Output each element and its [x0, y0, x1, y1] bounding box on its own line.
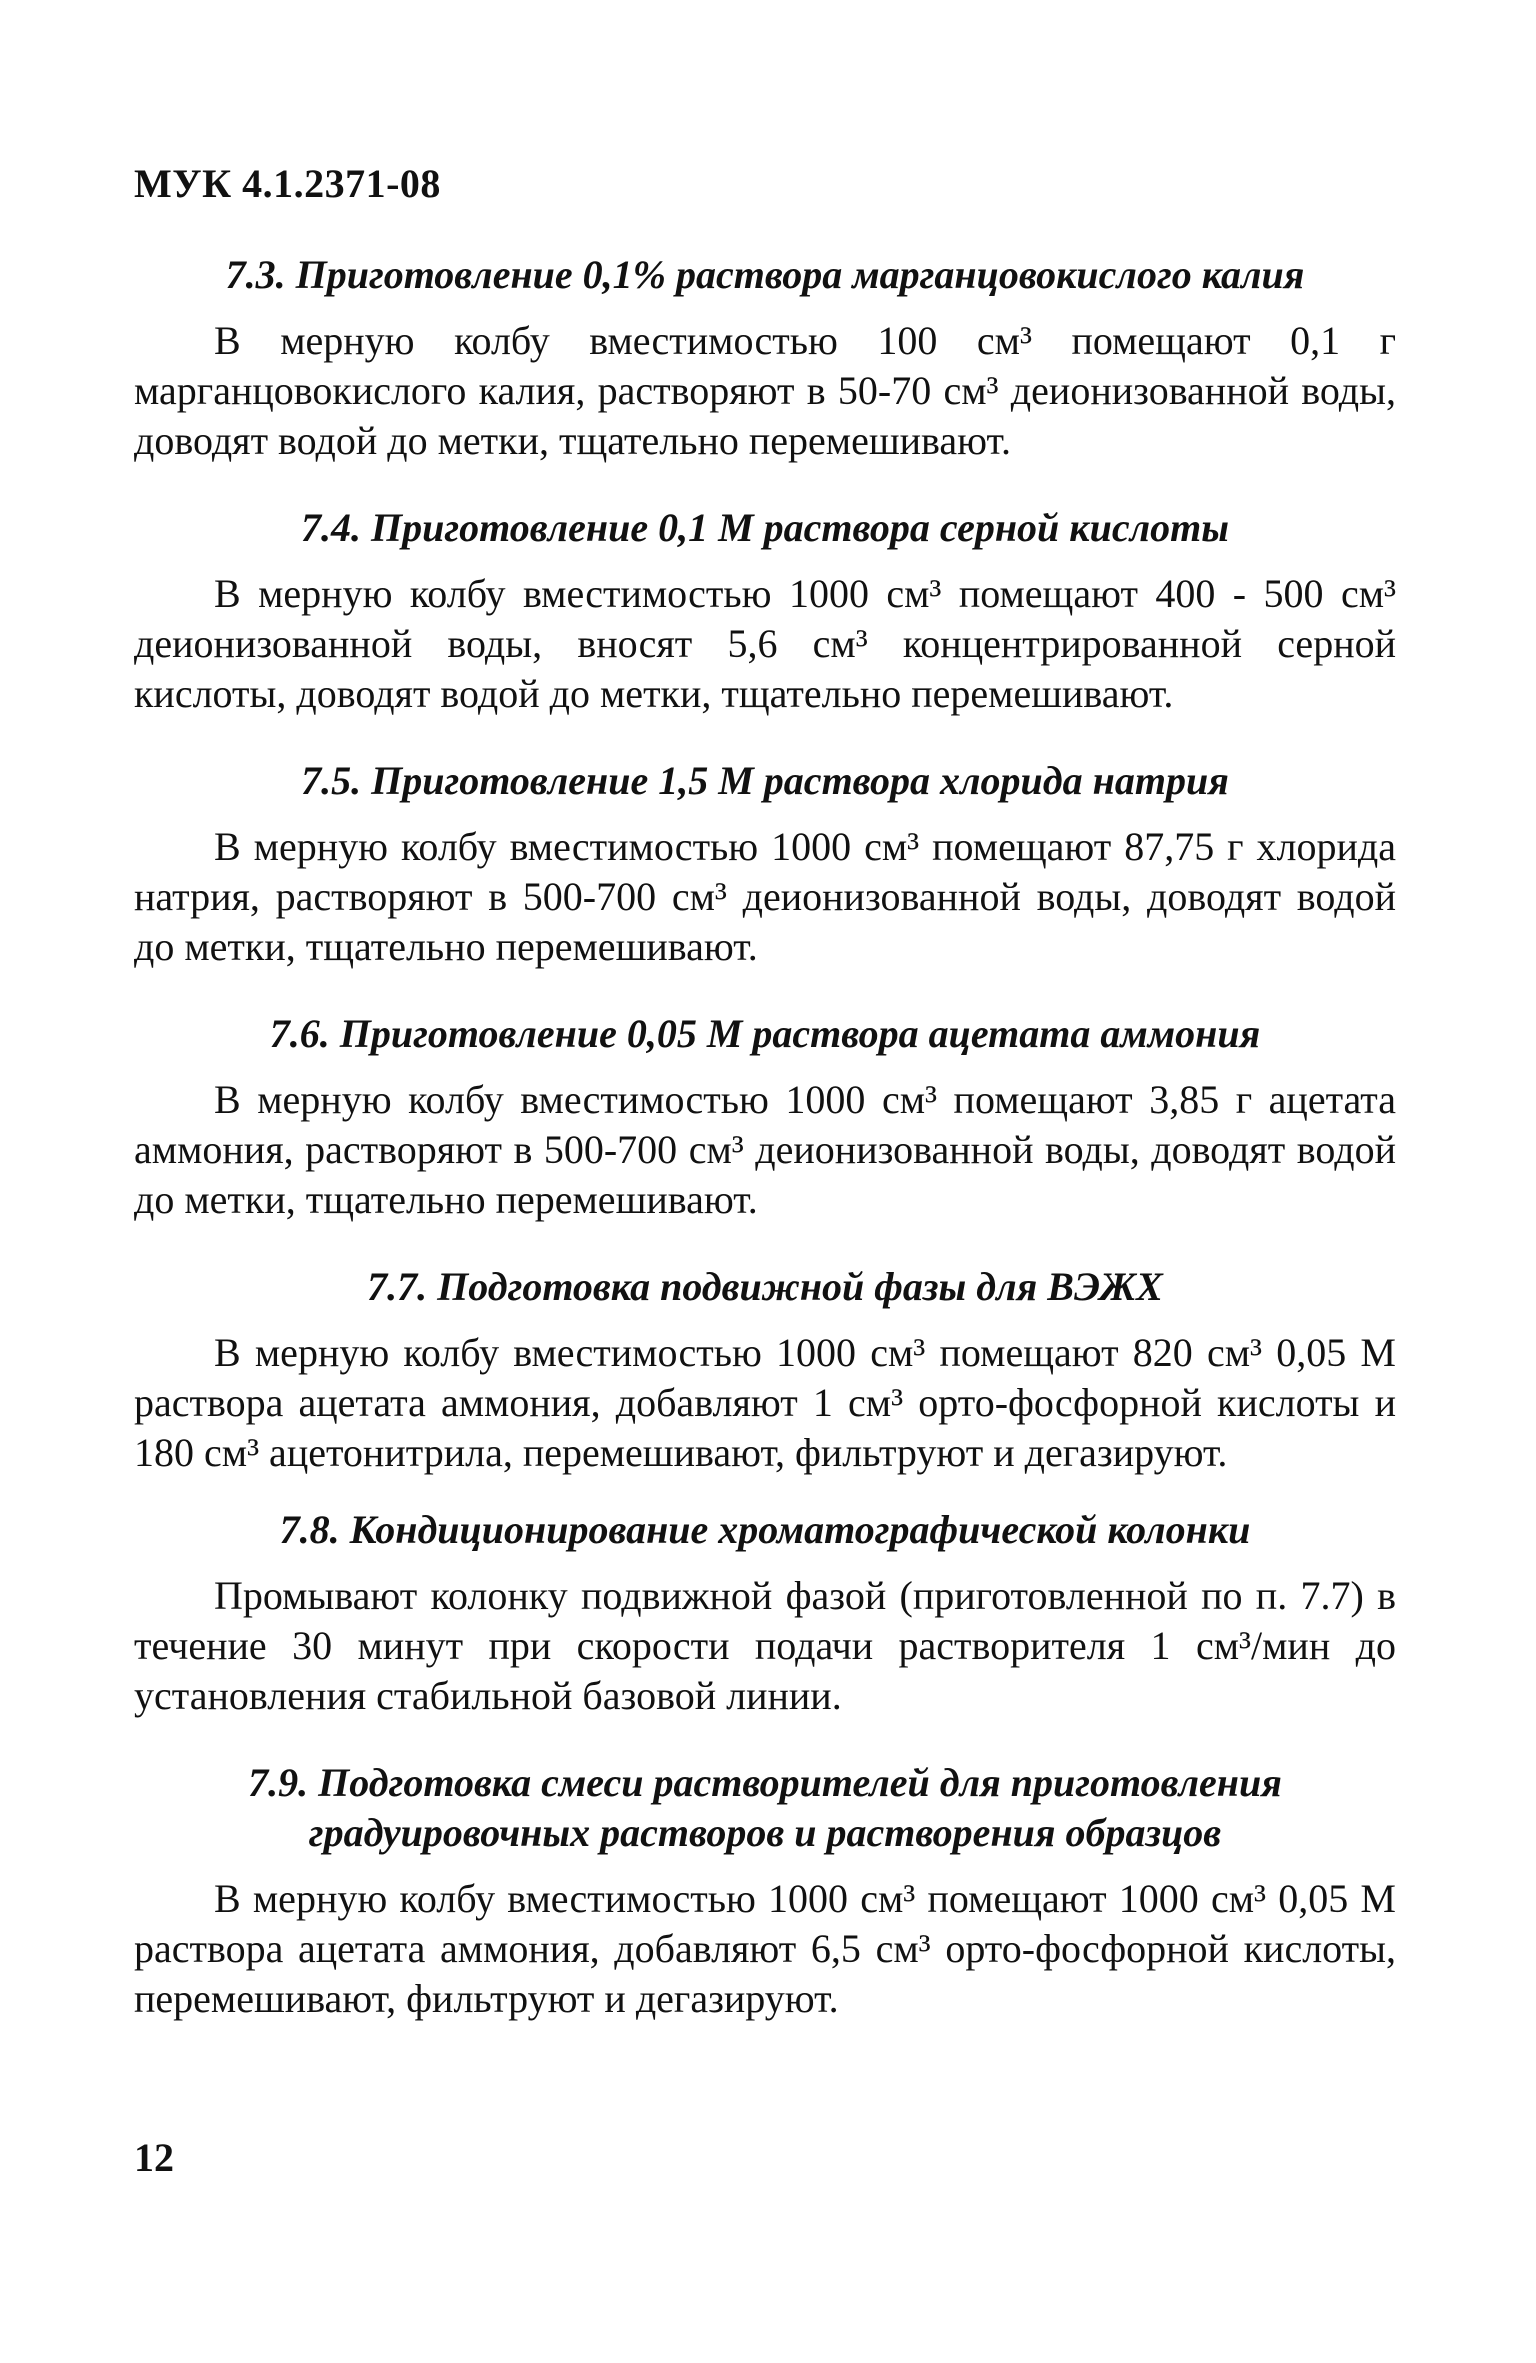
- section-body: В мерную колбу вместимостью 1000 см³ помещают 1000 см³ 0,05 М раствора ацетата аммония, добавляют 6,5 см³ орто-фосфорной кислоты, перемешивают, фильтруют и дегазируют.: [134, 1876, 1396, 2021]
- section-7-9: [134, 1758, 1396, 2024]
- section-7-6: [134, 1009, 1396, 1225]
- section-body: Промывают колонку подвижной фазой (приготовленной по п. 7.7) в течение 30 минут при скорости подачи растворителя 1 см³/мин до установления стабильной базовой линии.: [134, 1573, 1396, 1718]
- section-7-3: [134, 250, 1396, 466]
- section-heading: 7.5. Приготовление 1,5 М раствора хлорида натрия: [301, 758, 1229, 803]
- section-body: В мерную колбу вместимостью 100 см³ помещают 0,1 г марганцовокислого калия, растворяют в 50-70 см³ деионизованной воды, доводят водой до метки, тщательно перемешивают.: [134, 318, 1396, 463]
- section-body: В мерную колбу вместимостью 1000 см³ помещают 400 - 500 см³ деионизованной воды, вносят 5,6 см³ концентрированной серной кислоты, доводят водой до метки, тщательно перемешивают.: [134, 571, 1396, 716]
- section-body: В мерную колбу вместимостью 1000 см³ помещают 3,85 г ацетата аммония, растворяют в 500-700 см³ деионизованной воды, доводят водой до метки, тщательно перемешивают.: [134, 1077, 1396, 1222]
- section-heading: 7.3. Приготовление 0,1% раствора марганцовокислого калия: [225, 252, 1305, 297]
- section-7-8: [134, 1505, 1396, 1721]
- section-7-5: [134, 756, 1396, 972]
- section-heading: 7.8. Кондиционирование хроматографической колонки: [279, 1507, 1251, 1552]
- section-7-7: [134, 1262, 1396, 1478]
- section-body: В мерную колбу вместимостью 1000 см³ помещают 87,75 г хлорида натрия, растворяют в 500-700 см³ деионизованной воды, доводят водой до метки, тщательно перемешивают.: [134, 824, 1396, 969]
- section-7-4: [134, 503, 1396, 719]
- section-body: В мерную колбу вместимостью 1000 см³ помещают 820 см³ 0,05 М раствора ацетата аммония, добавляют 1 см³ орто-фосфорной кислоты и 180 см³ ацетонитрила, перемешивают, фильтруют и дегазируют.: [134, 1330, 1396, 1475]
- page-number: 12: [134, 2135, 174, 2180]
- section-heading: 7.7. Подготовка подвижной фазы для ВЭЖХ: [367, 1264, 1163, 1309]
- document-code: МУК 4.1.2371-08: [134, 161, 441, 206]
- section-heading: 7.6. Приготовление 0,05 М раствора ацетата аммония: [269, 1011, 1261, 1056]
- section-heading: 7.4. Приготовление 0,1 М раствора серной кислоты: [301, 505, 1229, 550]
- section-heading: 7.9. Подготовка смеси растворителей для приготовления градуировочных растворов и растворения образцов: [248, 1760, 1282, 1855]
